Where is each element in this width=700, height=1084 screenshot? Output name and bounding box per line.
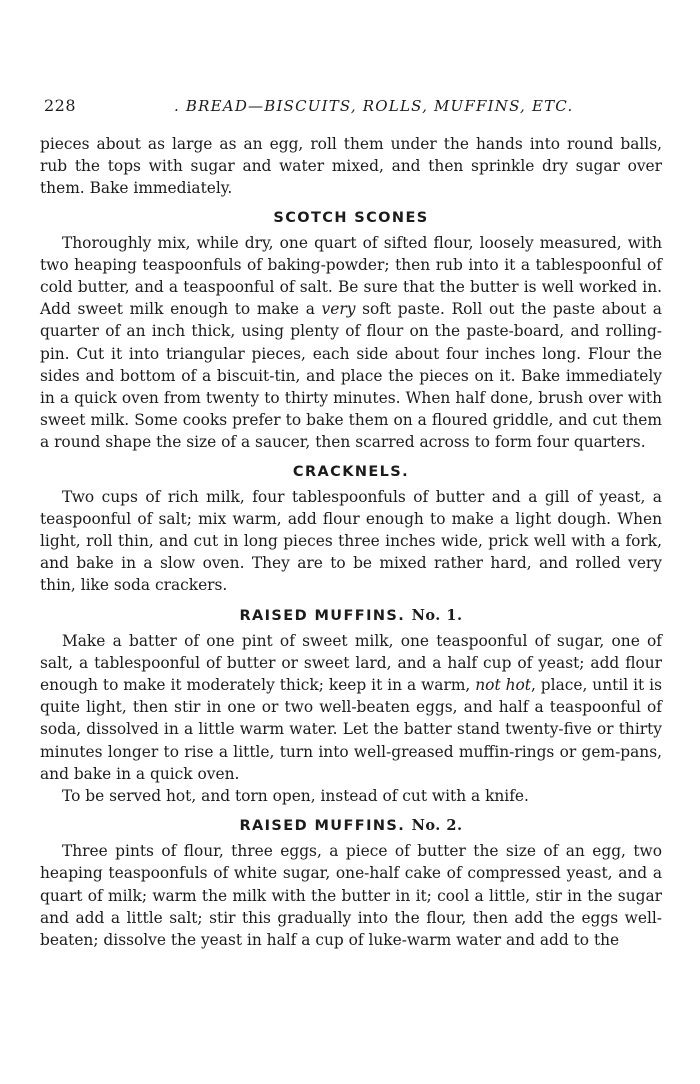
text-run: , place, until it is quite light, then stir in one or two well-beaten eggs, and half a teaspoonful of soda, dissolved in a little warm water. Let the batter stand twenty-five or thirty minutes longer to rise a little, turn into well-greased muffin-rings or gem-pans, and bake in a quick oven. <box>40 676 662 783</box>
text-run: Thoroughly mix, while dry, one quart of sifted flour, loosely measured, with two heaping teaspoonfuls of baking-powder; then rub into it a tablespoonful of cold butter, and a teaspoonful of salt. Be sure that the butter is well worked in. Add sweet milk enough to make a <box>40 233 662 319</box>
recipe-scotch-scones <box>40 210 662 454</box>
recipe-title-text: RAISED MUFFINS. <box>239 818 406 835</box>
text-run: soft paste. Roll out the paste about a quarter of an inch thick, using plenty of flour on the paste-board, and rolling-pin. Cut it into triangular pieces, each side about four inches long. Flour the sides and bottom of a biscuit-tin, and place the pieces on it. Bake immediately in a quick oven from twenty to thirty minutes. When half done, brush over with sweet milk. Some cooks prefer to bake them on a floured griddle, and cut them a round shape the size of a saucer, then scarred across to form four quarters. <box>40 300 662 452</box>
recipe-number: No. 2. <box>411 817 463 835</box>
page-header <box>44 96 664 120</box>
page-body <box>40 133 662 951</box>
recipe-title: SCOTCH SCONES <box>273 209 429 226</box>
recipe-number: No. 1. <box>411 606 463 624</box>
recipe-raised-muffins-2 <box>40 817 662 951</box>
recipe-note: To be served hot, and torn open, instead of cut with a knife. <box>62 787 529 806</box>
emphasis-text: very <box>321 300 356 319</box>
recipe-paragraph <box>40 232 662 454</box>
recipe-cracknels <box>40 464 662 597</box>
recipe-title-text: RAISED MUFFINS. <box>239 607 406 624</box>
recipe-title <box>40 817 662 834</box>
recipe-paragraph: Three pints of flour, three eggs, a piece of butter the size of an egg, two heaping teaspoonfuls of white sugar, one-half cake of compressed yeast, and a quart of milk; warm the milk with the butter in it; cool a little, stir in the sugar and add a little salt; stir this gradually into the flour, then add the eggs well-beaten; dissolve the yeast in half a cup of luke-warm water and add to the <box>40 842 662 950</box>
text-run: Make a batter of one pint of sweet milk, one teaspoonful of sugar, one of salt, a tablespoonful of butter or sweet lard, and a half cup of yeast; add flour enough to make it moderately thick; keep it in a warm, <box>40 631 662 695</box>
page-number: 228 <box>44 96 77 115</box>
recipe-raised-muffins-1 <box>40 607 662 808</box>
intro-paragraph: pieces about as large as an egg, roll them under the hands into round balls, rub the tops with sugar and water mixed, and then sprinkle dry sugar over them. Bake immediately. <box>40 135 662 198</box>
recipe-title <box>40 607 662 624</box>
emphasis-text: not hot <box>475 676 531 695</box>
recipe-paragraph: Two cups of rich milk, four tablespoonfuls of butter and a gill of yeast, a teaspoonful of salt; mix warm, add flour enough to make a light dough. When light, roll thin, and cut in long pieces three inches wide, prick well with a fork, and bake in a slow oven. They are to be mixed rather hard, and rolled very thin, like soda crackers. <box>40 487 662 595</box>
recipe-title: CRACKNELS. <box>292 463 410 480</box>
recipe-paragraph <box>40 630 662 785</box>
running-head: . BREAD—BISCUITS, ROLLS, MUFFINS, ETC. <box>174 97 574 115</box>
